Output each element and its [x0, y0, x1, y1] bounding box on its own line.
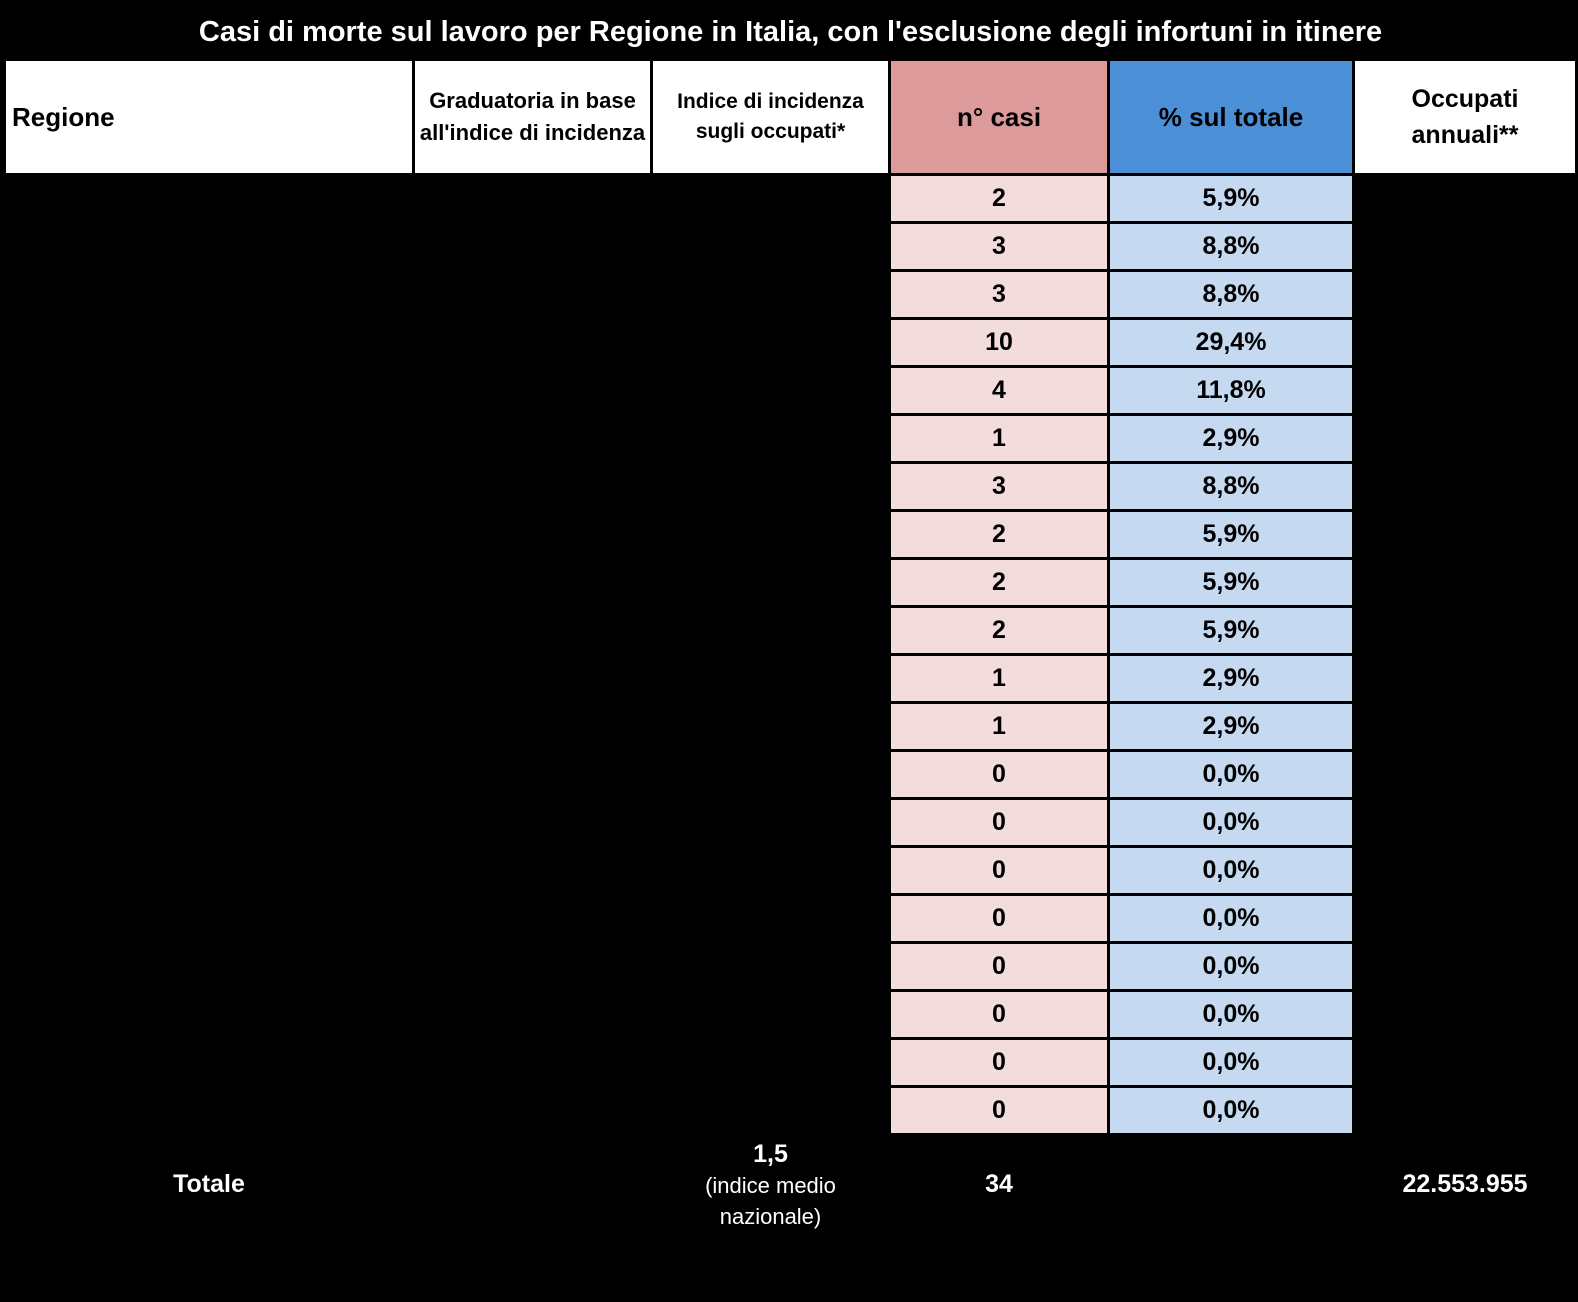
cell-rank: 15°	[414, 847, 652, 895]
table-row	[5, 655, 1577, 703]
cell-percent: 0,0%	[1109, 1039, 1354, 1087]
cell-rank: 2°	[414, 223, 652, 271]
table-row	[5, 1087, 1577, 1135]
cell-cases: 0	[890, 751, 1109, 799]
cell-cases: 4	[890, 367, 1109, 415]
total-index-cell	[652, 1135, 890, 1235]
cell-region: Puglia	[5, 271, 414, 319]
cell-employed: 100.276	[1354, 991, 1577, 1039]
cell-cases: 2	[890, 511, 1109, 559]
cell-index: 2,3	[652, 319, 890, 367]
cell-employed: 2.080.525	[1354, 463, 1577, 511]
cell-rank: 14°	[414, 799, 652, 847]
table-row	[5, 1039, 1577, 1087]
table-row	[5, 559, 1577, 607]
cell-rank: 9°	[414, 559, 652, 607]
cell-cases: 1	[890, 655, 1109, 703]
cell-employed: 189.067	[1354, 799, 1577, 847]
cell-employed: 1.546.283	[1354, 511, 1577, 559]
cell-cases: 10	[890, 319, 1109, 367]
cell-employed: 1.206.761	[1354, 271, 1577, 319]
total-index-note: (indice medio nazionale)	[705, 1172, 836, 1229]
deaths-table	[3, 3, 1578, 1236]
cell-index: 0,0	[652, 1087, 890, 1135]
cell-cases: 2	[890, 175, 1109, 223]
table-row	[5, 175, 1577, 223]
cell-region: Toscana	[5, 511, 414, 559]
cell-percent: 0,0%	[1109, 799, 1354, 847]
total-cases: 34	[890, 1135, 1109, 1235]
cell-employed: 487.081	[1354, 1039, 1577, 1087]
cell-rank: 11°	[414, 655, 652, 703]
cell-index: 2,5	[652, 271, 890, 319]
total-rank-empty	[414, 1135, 652, 1235]
cell-region: Molise	[5, 991, 414, 1039]
cell-percent: 5,9%	[1109, 607, 1354, 655]
cell-region: Emilia Romagna	[5, 607, 414, 655]
cell-cases: 0	[890, 799, 1109, 847]
cell-percent: 8,8%	[1109, 463, 1354, 511]
table-row	[5, 847, 1577, 895]
cell-cases: 0	[890, 847, 1109, 895]
cell-percent: 5,9%	[1109, 511, 1354, 559]
cell-index: 0,0	[652, 847, 890, 895]
cell-percent: 0,0%	[1109, 847, 1354, 895]
cell-index: 0,8	[652, 655, 890, 703]
cell-rank: 17°	[414, 943, 652, 991]
cell-index: 1,8	[652, 415, 890, 463]
cell-employed: 1.978.442	[1354, 607, 1577, 655]
cell-cases: 2	[890, 559, 1109, 607]
cell-region: Campania	[5, 559, 414, 607]
cell-percent: 2,9%	[1109, 655, 1354, 703]
cell-percent: 0,0%	[1109, 895, 1354, 943]
cell-employed: 594.600	[1354, 943, 1577, 991]
cell-percent: 11,8%	[1109, 367, 1354, 415]
cell-rank: 8°	[414, 511, 652, 559]
table-row	[5, 799, 1577, 847]
table-row	[5, 703, 1577, 751]
cell-rank: 12°	[414, 703, 652, 751]
cell-employed: 2.265.747	[1354, 703, 1577, 751]
table-row	[5, 943, 1577, 991]
cell-region: Sicilia	[5, 655, 414, 703]
total-employed: 22.553.955	[1354, 1135, 1577, 1235]
cell-percent: 0,0%	[1109, 751, 1354, 799]
cell-region: Marche	[5, 223, 414, 271]
cell-rank: 19°	[414, 1039, 652, 1087]
cell-percent: 2,9%	[1109, 703, 1354, 751]
header-percent: % sul totale	[1109, 60, 1354, 175]
cell-region: Friuli Venezia Giulia	[5, 895, 414, 943]
header-cases: n° casi	[890, 60, 1109, 175]
cell-cases: 0	[890, 1039, 1109, 1087]
header-row	[5, 60, 1577, 175]
cell-percent: 5,9%	[1109, 175, 1354, 223]
cell-percent: 0,0%	[1109, 991, 1354, 1039]
cell-region: Basilicata	[5, 799, 414, 847]
cell-region: Lazio	[5, 703, 414, 751]
cell-rank: 1°	[414, 175, 652, 223]
cell-index: 0,4	[652, 703, 890, 751]
cell-index: 0,0	[652, 895, 890, 943]
cell-region: Trentino Alto Adige	[5, 1039, 414, 1087]
cell-index: 0,0	[652, 943, 890, 991]
cell-index: 1,3	[652, 511, 890, 559]
total-row	[5, 1135, 1577, 1235]
cell-employed: 563.197	[1354, 415, 1577, 463]
cell-cases: 1	[890, 415, 1109, 463]
title-row	[5, 5, 1577, 60]
cell-cases: 3	[890, 223, 1109, 271]
cell-cases: 3	[890, 271, 1109, 319]
cell-percent: 0,0%	[1109, 943, 1354, 991]
cell-index: 0,0	[652, 751, 890, 799]
header-employed: Occupati annuali**	[1354, 60, 1577, 175]
table-row	[5, 271, 1577, 319]
cell-region: Valle d'Aosta	[5, 1087, 414, 1135]
cell-rank: 7°	[414, 463, 652, 511]
cell-index: 0,0	[652, 991, 890, 1039]
cell-rank: 4°	[414, 319, 652, 367]
cell-region: Umbria	[5, 175, 414, 223]
table-row	[5, 751, 1577, 799]
total-label: Totale	[5, 1135, 414, 1235]
cell-percent: 8,8%	[1109, 271, 1354, 319]
cell-region: Piemonte	[5, 367, 414, 415]
total-percent-empty	[1109, 1135, 1354, 1235]
cell-index: 1,3	[652, 559, 890, 607]
cell-region: Calabria	[5, 847, 414, 895]
cell-rank: 5°	[414, 367, 652, 415]
cell-percent: 0,0%	[1109, 1087, 1354, 1135]
table-row	[5, 223, 1577, 271]
cell-region: Abruzzo	[5, 751, 414, 799]
cell-index: 1,0	[652, 607, 890, 655]
cell-percent: 8,8%	[1109, 223, 1354, 271]
table-row	[5, 607, 1577, 655]
cell-employed: 1.310.864	[1354, 655, 1577, 703]
cell-percent: 5,9%	[1109, 559, 1354, 607]
cell-rank: 6°	[414, 415, 652, 463]
cell-employed: 4.332.516	[1354, 319, 1577, 367]
cell-cases: 0	[890, 943, 1109, 991]
cell-cases: 0	[890, 895, 1109, 943]
cell-rank: 16°	[414, 895, 652, 943]
cell-index: 0,0	[652, 1039, 890, 1087]
table-title: Casi di morte sul lavoro per Regione in Italia, con l'esclusione degli infortuni in itinere	[5, 5, 1577, 60]
cell-employed: 52.741	[1354, 1087, 1577, 1135]
cell-percent: 29,4%	[1109, 319, 1354, 367]
header-index: Indice di incidenza sugli occupati*	[652, 60, 890, 175]
cell-rank: 18°	[414, 991, 652, 1039]
table-row	[5, 319, 1577, 367]
table-row	[5, 511, 1577, 559]
cell-region: Sardegna	[5, 415, 414, 463]
table-row	[5, 895, 1577, 943]
cell-region: Liguria	[5, 943, 414, 991]
table-row	[5, 463, 1577, 511]
cell-cases: 3	[890, 463, 1109, 511]
cell-employed: 484.388	[1354, 751, 1577, 799]
cell-employed: 354.249	[1354, 175, 1577, 223]
cell-region: Veneto	[5, 463, 414, 511]
cell-index: 5,6	[652, 175, 890, 223]
total-index: 1,5	[753, 1139, 788, 1168]
cell-cases: 0	[890, 991, 1109, 1039]
cell-percent: 2,9%	[1109, 415, 1354, 463]
cell-cases: 1	[890, 703, 1109, 751]
cell-employed: 520.963	[1354, 847, 1577, 895]
cell-rank: 13°	[414, 751, 652, 799]
header-rank: Graduatoria in base all'indice di incidenza	[414, 60, 652, 175]
header-region: Regione	[5, 60, 414, 175]
cell-rank: 20°	[414, 1087, 652, 1135]
cell-cases: 0	[890, 1087, 1109, 1135]
cell-employed: 616.562	[1354, 223, 1577, 271]
cell-employed: 1.767.300	[1354, 367, 1577, 415]
cell-index: 1,4	[652, 463, 890, 511]
cell-employed: 1.592.095	[1354, 559, 1577, 607]
cell-employed: 510.300	[1354, 895, 1577, 943]
table-row	[5, 415, 1577, 463]
cell-rank: 3°	[414, 271, 652, 319]
table-row	[5, 367, 1577, 415]
cell-index: 2,3	[652, 367, 890, 415]
cell-index: 4,9	[652, 223, 890, 271]
cell-cases: 2	[890, 607, 1109, 655]
table-row	[5, 991, 1577, 1039]
cell-region: Lombardia	[5, 319, 414, 367]
cell-rank: 10°	[414, 607, 652, 655]
cell-index: 0,0	[652, 799, 890, 847]
